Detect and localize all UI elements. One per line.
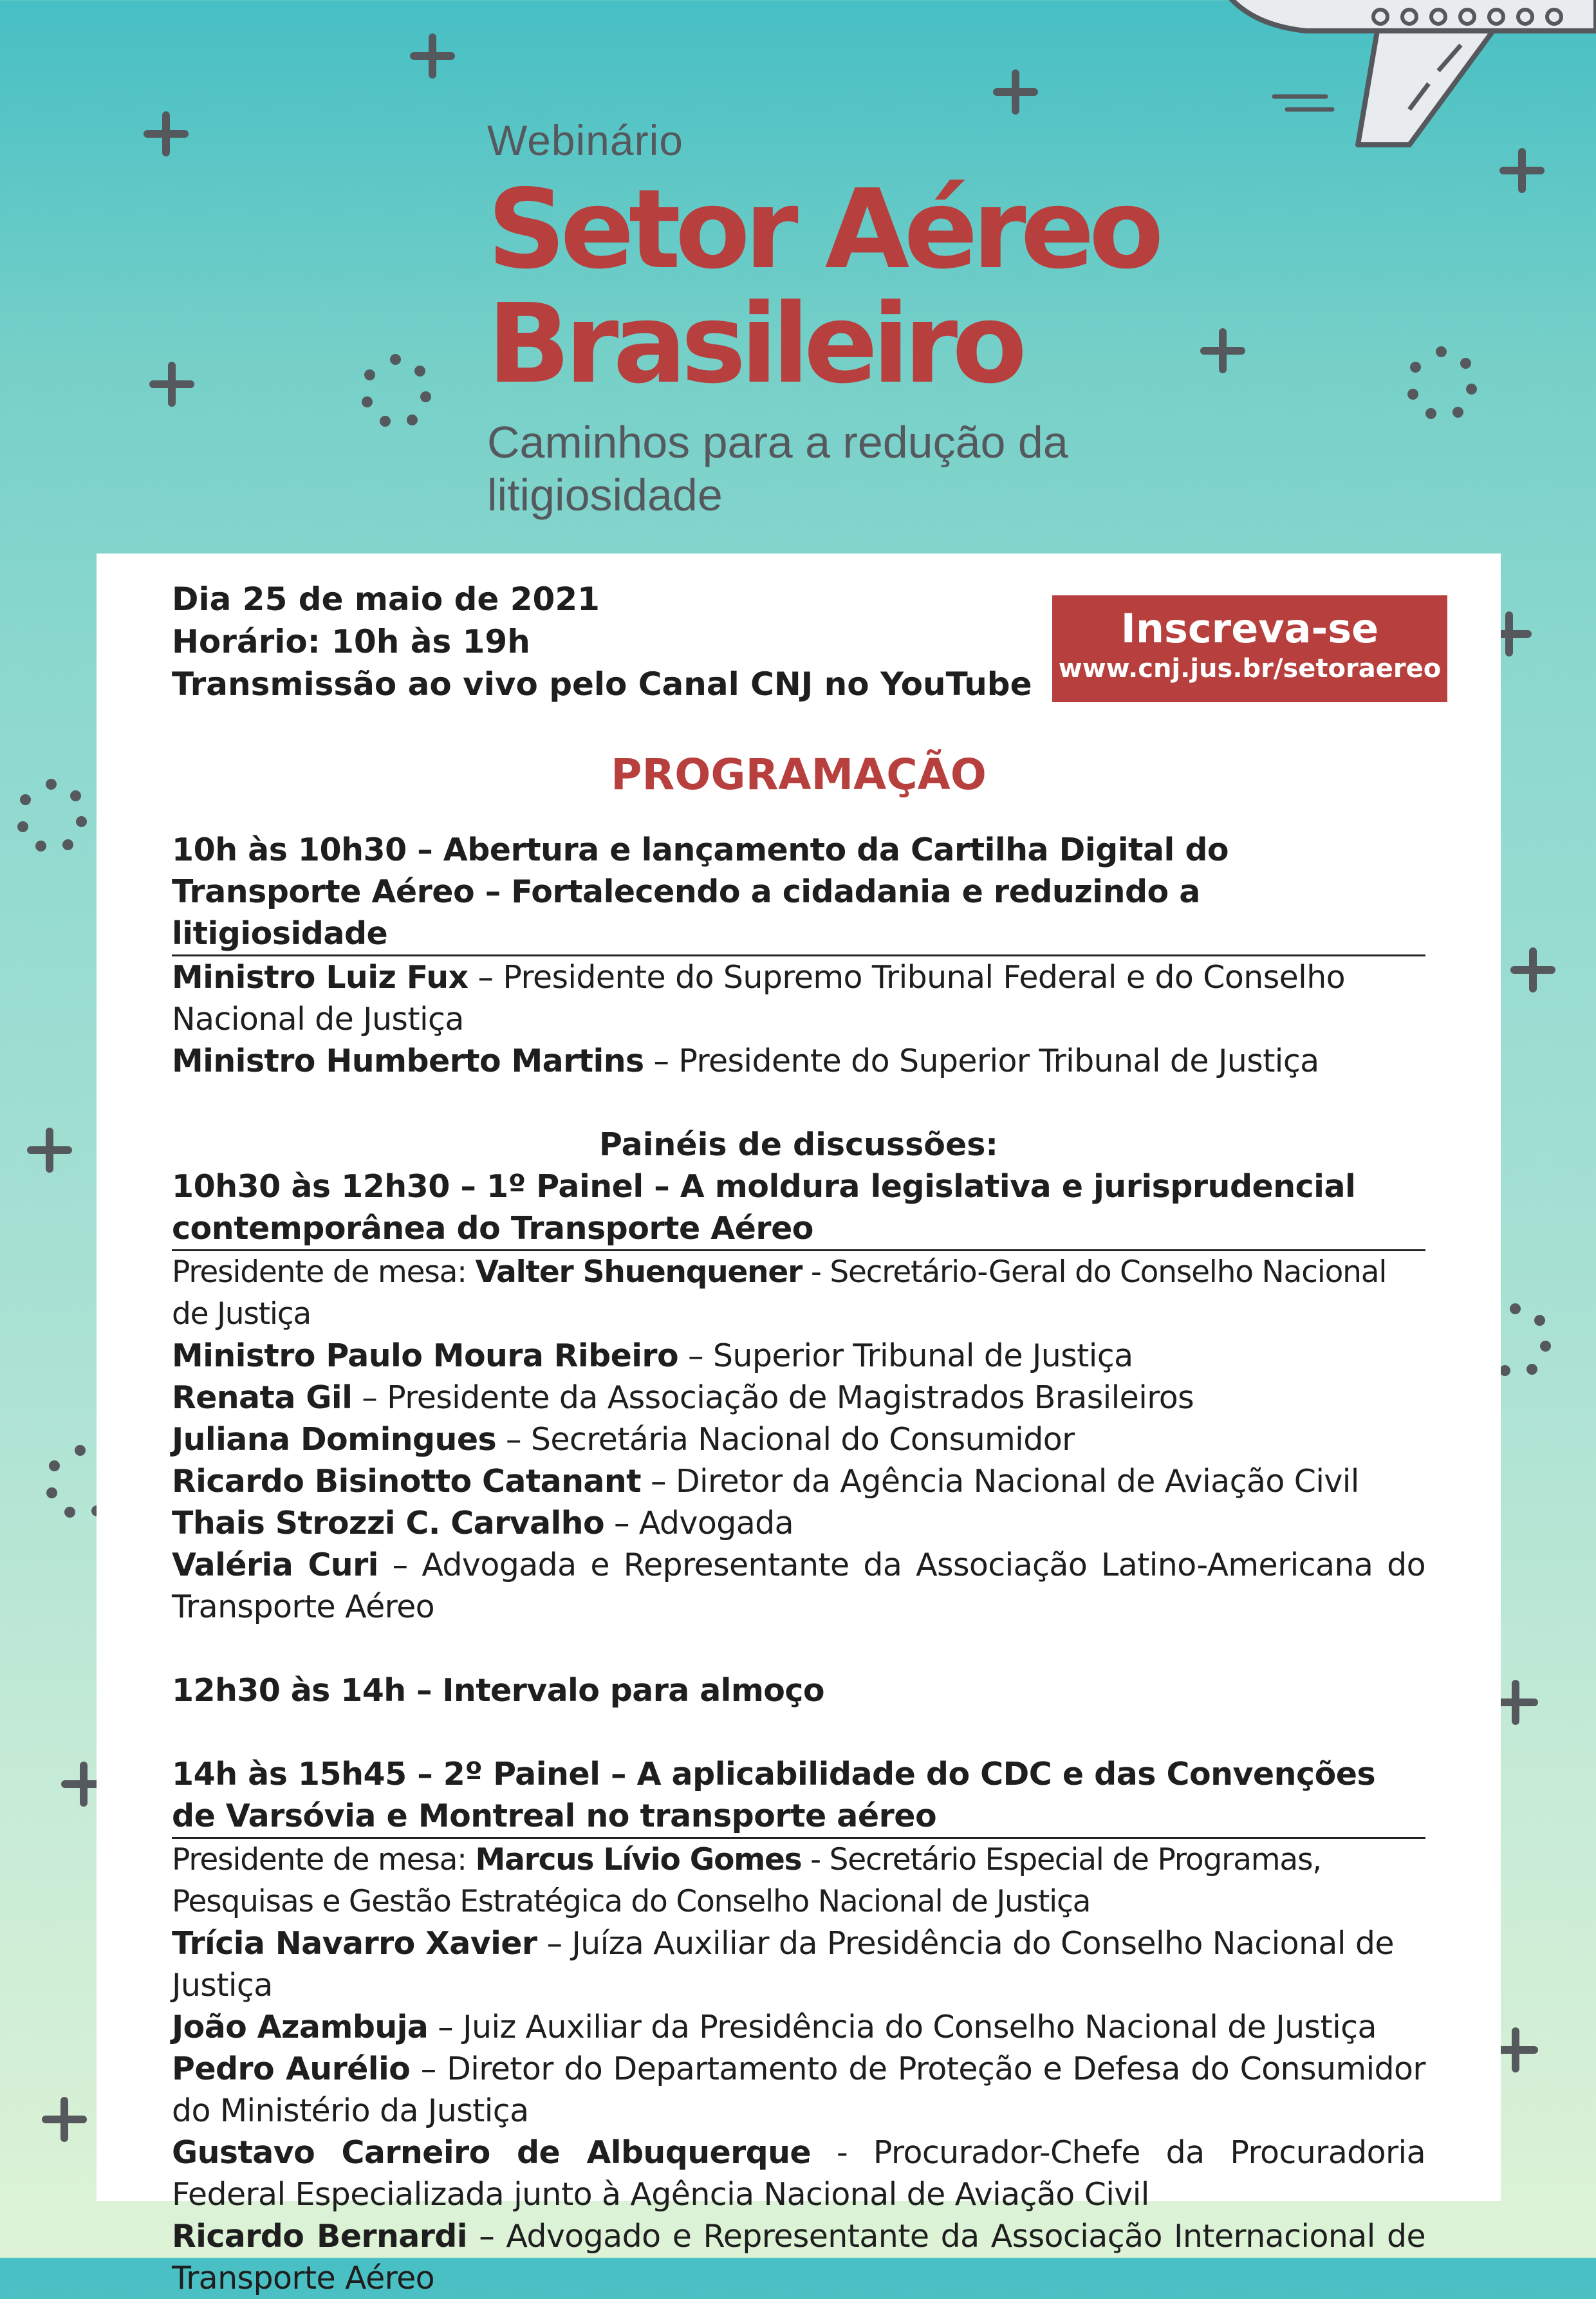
session-title: 10h30 às 12h30 – 1º Painel – A moldura legislativa e jurisprudencial contemporânea do Transporte Aéreo [172,1166,1425,1251]
kicker: Webinário [487,116,683,164]
plus-icon [410,33,455,79]
speaker-role: – Presidente do Superior Tribunal de Justiça [644,1043,1319,1079]
plus-icon [1200,328,1245,373]
dots-icon [360,354,431,425]
chair-role: - Secretário-Geral do Conselho Nacional de Justiça [172,1254,1387,1332]
speaker [172,956,1425,1040]
speaker-role: – Juíza Auxiliar da Presidência do Conselho Nacional de Justiça [172,1925,1394,2004]
lunch-label: 12h30 às 14h – Intervalo para almoço [172,1672,824,1709]
speaker-name: Trícia Navarro Xavier [172,1925,537,1962]
speaker-role: – Secretária Nacional do Consumidor [496,1421,1075,1458]
speaker [172,1460,1425,1502]
speaker-name: Ministro Humberto Martins [172,1043,644,1079]
page-title [487,166,1158,408]
program-card [97,554,1501,2296]
speaker-role: – Presidente da Associação de Magistrados Brasileiros [352,1379,1194,1416]
lunch-break [172,1670,1425,1711]
speaker-name: Ministro Paulo Moura Ribeiro [172,1337,679,1374]
subtitle: Caminhos para a redução da litigiosidade [487,417,1068,520]
speaker-name: Pedro Aurélio [172,2051,411,2087]
chair-role: - Secretário Especial de Programas, Pesquisas e Gestão Estratégica do Conselho Nacional de Justiça [172,1842,1322,1919]
speaker [172,2132,1425,2215]
panels-heading: Painéis de discussões: [599,1126,998,1163]
title-line-2: Brasileiro [487,281,1022,408]
event-broadcast: Transmissão ao vivo pelo Canal CNJ no YouTube [172,666,1032,703]
speaker-role: – Advogada e Representante da Associação Latino-Americana do Transporte Aéreo [172,1547,1425,1625]
speaker [172,1544,1425,1628]
event-info [172,578,1425,705]
speaker-role: – Presidente do Supremo Tribunal Federal e do Conselho Nacional de Justiça [172,959,1346,1038]
chair-name: Marcus Lívio Gomes [475,1842,802,1877]
chair-name: Valter Shuenquener [475,1254,803,1290]
panel-chair [172,1839,1425,1922]
speaker-name: Juliana Domingues [172,1421,497,1458]
opening-session [172,829,1425,1082]
speaker-role: – Diretor do Departamento de Proteção e Defesa do Consumidor do Ministério da Justiça [172,2051,1425,2129]
panel-2 [172,1753,1425,2299]
speaker-role: – Advogada [604,1505,794,1541]
event-time: Horário: 10h às 19h [172,623,530,660]
header [487,116,1158,521]
speaker [172,1040,1425,1082]
speaker-name: João Azambuja [172,2009,429,2045]
register-url[interactable]: www.cnj.jus.br/setoraereo [1058,654,1442,684]
airplane-icon [1216,0,1596,154]
plus-icon [149,362,194,407]
plus-icon [1510,947,1555,992]
speaker-name: Gustavo Carneiro de Albuquerque [172,2134,812,2171]
plus-icon [1499,148,1545,193]
speaker [172,2048,1425,2132]
speaker [172,2006,1425,2048]
dots-icon [16,779,87,850]
panel-1 [172,1166,1425,1628]
speaker-role: – Superior Tribunal de Justiça [678,1337,1133,1374]
session-title: 14h às 15h45 – 2º Painel – A aplicabilidade do CDC e das Convenções de Varsóvia e Montreal no transporte aéreo [172,1753,1425,1839]
session-title: 10h às 10h30 – Abertura e lançamento da Cartilha Digital do Transporte Aéreo – Fortalecendo a cidadania e reduzindo a litigiosidade [172,829,1425,956]
speaker [172,1335,1425,1377]
speaker [172,1502,1425,1544]
title-line-1: Setor Aéreo [487,166,1158,293]
speaker-name: Ministro Luiz Fux [172,959,469,996]
speaker [172,1377,1425,1419]
plus-icon [27,1128,72,1173]
event-date: Dia 25 de maio de 2021 [172,581,600,618]
speaker-name: Valéria Curi [172,1547,378,1583]
plus-icon [993,70,1038,115]
panel-chair [172,1251,1425,1335]
speaker-name: Thais Strozzi C. Carvalho [172,1505,605,1541]
chair-prefix: Presidente de mesa: [172,1842,476,1877]
speaker-name: Renata Gil [172,1379,353,1416]
register-label: Inscreva-se [1120,605,1379,652]
speaker [172,1922,1425,2006]
speaker-role: – Advogado e Representante da Associação Internacional de Transporte Aéreo [172,2218,1425,2296]
program-heading: PROGRAMAÇÃO [611,750,987,799]
speaker-name: Ricardo Bernardi [172,2218,467,2255]
speaker-role: – Diretor da Agência Nacional de Aviação Civil [641,1463,1359,1500]
speaker-role: – Juiz Auxiliar da Presidência do Conselho Nacional de Justiça [428,2009,1377,2045]
chair-prefix: Presidente de mesa: [172,1254,476,1290]
program-content [172,578,1425,2299]
speaker-name: Ricardo Bisinotto Catanant [172,1463,641,1500]
speaker [172,1419,1425,1460]
speaker [172,2215,1425,2299]
plus-icon [144,111,189,156]
plus-icon [42,2097,87,2142]
speaker-role: - Procurador-Chefe da Procuradoria Federal Especializada junto à Agência Nacional de Aviação Civil [172,2134,1426,2213]
dots-icon [1406,346,1477,417]
